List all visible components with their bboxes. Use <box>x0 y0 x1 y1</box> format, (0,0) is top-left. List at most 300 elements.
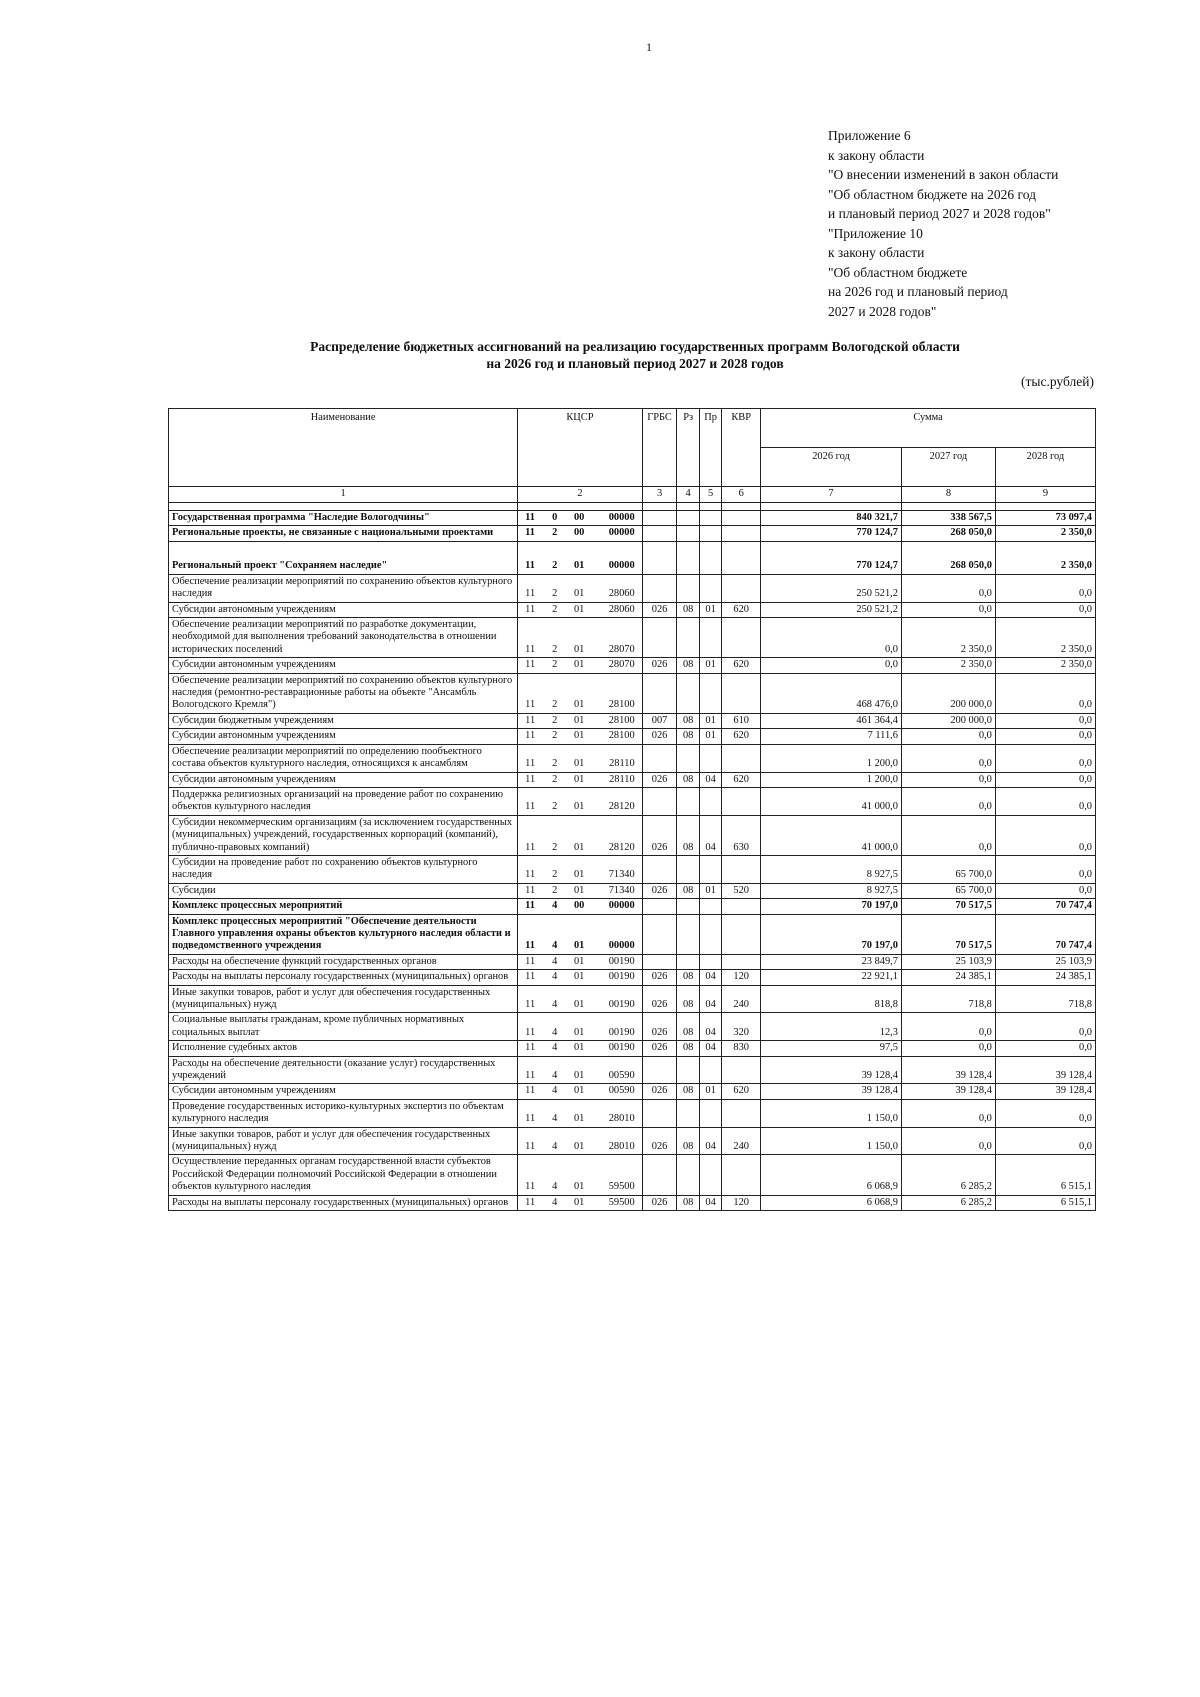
kcsr-element: 01 <box>573 1113 585 1125</box>
row-pr: 04 <box>699 1195 721 1210</box>
row-kcsr <box>518 1195 643 1210</box>
row-pr: 04 <box>699 1041 721 1056</box>
table-row <box>169 883 1096 898</box>
row-kvr: 630 <box>722 815 761 855</box>
row-grbs: 026 <box>642 985 677 1013</box>
row-kvr <box>722 1099 761 1127</box>
row-sum-2028: 70 747,4 <box>995 914 1095 954</box>
kcsr-direction: 00000 <box>608 560 635 572</box>
row-pr: 04 <box>699 772 721 787</box>
row-kvr: 240 <box>722 1127 761 1155</box>
table-row <box>169 511 1096 526</box>
kcsr-program: 11 <box>525 940 535 952</box>
kcsr-element: 01 <box>573 999 585 1010</box>
kcsr-type: 4 <box>552 1113 558 1125</box>
row-name: Расходы на выплаты персоналу государственных (муниципальных) органов <box>169 970 518 985</box>
kcsr-direction: 28110 <box>609 773 635 785</box>
kcsr-element: 01 <box>573 1026 585 1038</box>
row-sum-2027: 0,0 <box>901 1041 995 1056</box>
kcsr-type: 2 <box>552 730 558 742</box>
kcsr-element: 01 <box>573 603 585 615</box>
budget-table <box>168 408 1096 1211</box>
row-sum-2028: 0,0 <box>995 1127 1095 1155</box>
row-sum-2026: 8 927,5 <box>761 883 902 898</box>
row-sum-2027: 0,0 <box>901 574 995 602</box>
header-grbs: ГРБС <box>642 409 677 487</box>
row-name: Субсидии автономным учреждениям <box>169 602 518 617</box>
row-rz <box>677 787 699 815</box>
row-sum-2027: 268 050,0 <box>901 526 995 541</box>
row-grbs <box>642 1155 677 1195</box>
kcsr-type: 2 <box>552 659 558 671</box>
row-grbs <box>642 511 677 526</box>
kcsr-direction: 71340 <box>608 869 635 881</box>
table-row <box>169 1056 1096 1084</box>
row-kcsr <box>518 541 643 574</box>
page-number: 1 <box>646 40 652 54</box>
row-sum-2026: 23 849,7 <box>761 954 902 969</box>
row-rz <box>677 1099 699 1127</box>
row-name: Расходы на обеспечение деятельности (оказание услуг) государственных учреждений <box>169 1056 518 1084</box>
kcsr-direction: 00000 <box>608 527 635 539</box>
table-row <box>169 772 1096 787</box>
row-pr: 04 <box>699 970 721 985</box>
kcsr-type: 2 <box>552 714 558 726</box>
row-kcsr <box>518 772 643 787</box>
row-sum-2028: 718,8 <box>995 985 1095 1013</box>
row-sum-2026: 818,8 <box>761 985 902 1013</box>
row-kcsr <box>518 673 643 713</box>
header-year-2027: 2027 год <box>901 448 995 487</box>
row-name: Поддержка религиозных организаций на проведение работ по сохранению объектов культурного наследия <box>169 787 518 815</box>
row-sum-2026: 39 128,4 <box>761 1056 902 1084</box>
kcsr-direction: 28100 <box>608 714 635 726</box>
kcsr-direction: 71340 <box>608 884 635 896</box>
kcsr-direction: 28100 <box>608 730 635 742</box>
row-kcsr <box>518 713 643 728</box>
row-rz <box>677 541 699 574</box>
row-kcsr <box>518 954 643 969</box>
row-kcsr <box>518 787 643 815</box>
header-kcsr: КЦСР <box>518 409 643 487</box>
row-kcsr <box>518 602 643 617</box>
row-rz: 08 <box>677 1013 699 1041</box>
row-pr: 04 <box>699 985 721 1013</box>
row-kvr <box>722 574 761 602</box>
table-row <box>169 1041 1096 1056</box>
row-grbs <box>642 899 677 914</box>
row-kcsr <box>518 1056 643 1084</box>
row-kcsr <box>518 526 643 541</box>
header-pr: Пр <box>699 409 721 487</box>
row-name: Субсидии автономным учреждениям <box>169 658 518 673</box>
row-grbs <box>642 1056 677 1084</box>
row-sum-2026: 41 000,0 <box>761 787 902 815</box>
row-rz <box>677 511 699 526</box>
row-kcsr <box>518 1099 643 1127</box>
appendix-line: Приложение 6 <box>828 128 911 143</box>
kcsr-direction: 28120 <box>608 801 635 813</box>
kcsr-element: 01 <box>573 1196 585 1208</box>
row-sum-2027: 200 000,0 <box>901 673 995 713</box>
row-name: Субсидии <box>169 883 518 898</box>
row-kvr: 830 <box>722 1041 761 1056</box>
column-number: 6 <box>722 487 761 503</box>
row-grbs <box>642 954 677 969</box>
row-grbs: 026 <box>642 1195 677 1210</box>
appendix-line: к закону области <box>828 245 925 260</box>
row-sum-2028: 0,0 <box>995 744 1095 772</box>
table-row <box>169 787 1096 815</box>
row-pr <box>699 914 721 954</box>
table-row <box>169 574 1096 602</box>
row-rz <box>677 744 699 772</box>
row-sum-2028: 73 097,4 <box>995 511 1095 526</box>
document-title <box>160 338 1110 372</box>
row-kcsr <box>518 511 643 526</box>
row-sum-2028: 0,0 <box>995 815 1095 855</box>
row-pr: 01 <box>699 658 721 673</box>
kcsr-element: 00 <box>573 527 585 539</box>
row-kvr <box>722 1056 761 1084</box>
row-sum-2026: 39 128,4 <box>761 1084 902 1099</box>
kcsr-type: 2 <box>552 560 558 572</box>
kcsr-type: 4 <box>552 1141 558 1153</box>
row-sum-2028: 0,0 <box>995 1013 1095 1041</box>
kcsr-program: 11 <box>525 527 535 539</box>
row-sum-2027: 70 517,5 <box>901 914 995 954</box>
kcsr-element: 00 <box>573 512 585 523</box>
row-kcsr <box>518 1155 643 1195</box>
row-name: Комплекс процессных мероприятий "Обеспечение деятельности Главного управления охраны объектов культурного наследия области и подведомственного учреждения <box>169 914 518 954</box>
kcsr-program: 11 <box>525 1141 536 1153</box>
row-sum-2028: 0,0 <box>995 883 1095 898</box>
row-sum-2026: 840 321,7 <box>761 511 902 526</box>
row-sum-2028: 0,0 <box>995 729 1095 744</box>
row-sum-2028: 70 747,4 <box>995 899 1095 914</box>
row-pr <box>699 787 721 815</box>
kcsr-type: 2 <box>552 603 558 615</box>
row-sum-2027: 718,8 <box>901 985 995 1013</box>
row-sum-2027: 0,0 <box>901 744 995 772</box>
kcsr-direction: 00190 <box>608 971 635 983</box>
header-sum: Сумма <box>761 409 1096 448</box>
row-grbs <box>642 618 677 658</box>
kcsr-element: 01 <box>573 560 585 572</box>
row-pr <box>699 511 721 526</box>
row-name: Обеспечение реализации мероприятий по разработке документации, необходимой для выполнения требований законодательства в отношении исторических поселений <box>169 618 518 658</box>
row-pr <box>699 899 721 914</box>
row-kcsr <box>518 1127 643 1155</box>
row-kvr: 520 <box>722 883 761 898</box>
appendix-line: на 2026 год и плановый период <box>828 284 1008 299</box>
row-rz <box>677 899 699 914</box>
row-sum-2027: 0,0 <box>901 1013 995 1041</box>
kcsr-direction: 28110 <box>609 758 635 770</box>
row-kcsr <box>518 574 643 602</box>
kcsr-element: 01 <box>573 884 585 896</box>
row-rz <box>677 618 699 658</box>
row-pr <box>699 954 721 969</box>
row-sum-2027: 2 350,0 <box>901 618 995 658</box>
column-number: 7 <box>761 487 902 503</box>
row-sum-2027: 6 285,2 <box>901 1195 995 1210</box>
row-sum-2026: 0,0 <box>761 658 902 673</box>
row-kvr <box>722 541 761 574</box>
header-name: Наименование <box>169 409 518 487</box>
row-sum-2026: 1 200,0 <box>761 772 902 787</box>
kcsr-direction: 00190 <box>608 1042 635 1054</box>
kcsr-program: 11 <box>525 999 536 1010</box>
row-sum-2028: 2 350,0 <box>995 541 1095 574</box>
row-rz: 08 <box>677 1195 699 1210</box>
kcsr-element: 01 <box>573 841 585 853</box>
row-kcsr <box>518 899 643 914</box>
kcsr-type: 2 <box>552 801 558 813</box>
column-number: 1 <box>169 487 518 503</box>
row-kcsr <box>518 1084 643 1099</box>
kcsr-element: 01 <box>573 801 585 813</box>
row-name: Обеспечение реализации мероприятий по определению пообъектного состава объектов культурного наследия, относящихся к ансамблям <box>169 744 518 772</box>
document-title-line: Распределение бюджетных ассигнований на реализацию государственных программ Вологодской области <box>310 339 960 354</box>
kcsr-direction: 00190 <box>608 999 635 1010</box>
kcsr-direction: 28100 <box>608 699 635 711</box>
row-sum-2027: 70 517,5 <box>901 899 995 914</box>
row-name: Субсидии автономным учреждениям <box>169 772 518 787</box>
table-row <box>169 1099 1096 1127</box>
kcsr-element: 01 <box>573 971 585 983</box>
row-sum-2028: 2 350,0 <box>995 658 1095 673</box>
row-rz: 08 <box>677 772 699 787</box>
row-rz: 08 <box>677 985 699 1013</box>
kcsr-direction: 28010 <box>608 1141 635 1153</box>
kcsr-direction: 00190 <box>608 955 635 967</box>
units-label: (тыс.рублей) <box>1021 374 1094 389</box>
row-grbs: 026 <box>642 658 677 673</box>
kcsr-program: 11 <box>525 714 536 726</box>
appendix-line: к закону области <box>828 147 925 163</box>
row-pr: 04 <box>699 1013 721 1041</box>
kcsr-program: 11 <box>525 1113 536 1125</box>
row-rz <box>677 1155 699 1195</box>
row-rz <box>677 954 699 969</box>
row-sum-2027: 0,0 <box>901 787 995 815</box>
row-pr <box>699 744 721 772</box>
row-sum-2027: 0,0 <box>901 815 995 855</box>
row-sum-2026: 6 068,9 <box>761 1195 902 1210</box>
row-kcsr <box>518 744 643 772</box>
table-row <box>169 970 1096 985</box>
row-name: Государственная программа "Наследие Вологодчины" <box>169 511 518 526</box>
kcsr-type: 4 <box>552 1181 558 1193</box>
row-grbs: 026 <box>642 970 677 985</box>
kcsr-direction: 00590 <box>608 1085 635 1097</box>
row-sum-2027: 338 567,5 <box>901 511 995 526</box>
row-grbs <box>642 1099 677 1127</box>
row-grbs <box>642 787 677 815</box>
row-sum-2026: 7 111,6 <box>761 729 902 744</box>
kcsr-direction: 00000 <box>608 512 635 523</box>
kcsr-direction: 28120 <box>608 841 635 853</box>
kcsr-program: 11 <box>525 884 536 896</box>
row-rz: 08 <box>677 658 699 673</box>
row-name: Субсидии некоммерческим организациям (за исключением государственных (муниципальных) учреждений, государственных корпораций (компаний), публично-правовых компаний) <box>169 815 518 855</box>
kcsr-program: 11 <box>525 900 535 912</box>
row-name: Региональные проекты, не связанные с национальными проектами <box>169 526 518 541</box>
row-sum-2026: 97,5 <box>761 1041 902 1056</box>
row-pr: 01 <box>699 883 721 898</box>
kcsr-type: 4 <box>552 999 558 1010</box>
row-rz: 08 <box>677 1041 699 1056</box>
kcsr-direction: 59500 <box>608 1181 635 1193</box>
row-sum-2027: 24 385,1 <box>901 970 995 985</box>
row-rz <box>677 526 699 541</box>
row-sum-2026: 1 150,0 <box>761 1099 902 1127</box>
table-row <box>169 954 1096 969</box>
table-row <box>169 658 1096 673</box>
row-pr <box>699 1056 721 1084</box>
row-grbs: 026 <box>642 883 677 898</box>
appendix-line: и плановый период 2027 и 2028 годов" <box>828 206 1051 221</box>
kcsr-type: 2 <box>552 773 558 785</box>
row-name: Региональный проект "Сохраняем наследие" <box>169 541 518 574</box>
kcsr-program: 11 <box>525 603 536 615</box>
row-sum-2026: 1 150,0 <box>761 1127 902 1155</box>
row-name: Субсидии автономным учреждениям <box>169 729 518 744</box>
row-sum-2026: 770 124,7 <box>761 541 902 574</box>
row-sum-2026: 770 124,7 <box>761 526 902 541</box>
row-sum-2027: 65 700,0 <box>901 883 995 898</box>
kcsr-element: 01 <box>573 773 585 785</box>
table-body <box>169 511 1096 1211</box>
row-sum-2026: 6 068,9 <box>761 1155 902 1195</box>
row-pr <box>699 526 721 541</box>
row-grbs <box>642 914 677 954</box>
kcsr-type: 4 <box>552 971 558 983</box>
row-kvr <box>722 618 761 658</box>
row-name: Иные закупки товаров, работ и услуг для обеспечения государственных (муниципальных) нужд <box>169 1127 518 1155</box>
kcsr-type: 2 <box>552 699 558 711</box>
row-sum-2026: 12,3 <box>761 1013 902 1041</box>
kcsr-program: 11 <box>525 955 536 967</box>
column-number: 3 <box>642 487 677 503</box>
kcsr-direction: 59500 <box>608 1196 635 1208</box>
row-sum-2026: 70 197,0 <box>761 899 902 914</box>
row-rz: 08 <box>677 713 699 728</box>
column-number: 4 <box>677 487 699 503</box>
row-sum-2028: 6 515,1 <box>995 1195 1095 1210</box>
kcsr-program: 11 <box>525 841 536 853</box>
kcsr-direction: 00000 <box>608 940 635 952</box>
table-row <box>169 1127 1096 1155</box>
row-sum-2027: 39 128,4 <box>901 1056 995 1084</box>
kcsr-element: 01 <box>573 730 585 742</box>
kcsr-direction: 28070 <box>608 643 635 655</box>
row-grbs <box>642 526 677 541</box>
row-pr <box>699 618 721 658</box>
header-year-2026: 2026 год <box>761 448 902 487</box>
row-kcsr <box>518 618 643 658</box>
row-rz: 08 <box>677 1127 699 1155</box>
row-sum-2026: 250 521,2 <box>761 574 902 602</box>
table-row <box>169 618 1096 658</box>
row-sum-2027: 2 350,0 <box>901 658 995 673</box>
row-pr: 04 <box>699 815 721 855</box>
row-grbs: 026 <box>642 729 677 744</box>
row-kcsr <box>518 883 643 898</box>
row-kcsr <box>518 970 643 985</box>
row-pr <box>699 1099 721 1127</box>
kcsr-element: 01 <box>573 955 585 967</box>
row-sum-2028: 0,0 <box>995 855 1095 883</box>
row-sum-2028: 6 515,1 <box>995 1155 1095 1195</box>
row-sum-2028: 0,0 <box>995 713 1095 728</box>
kcsr-element: 01 <box>573 699 585 711</box>
row-kvr <box>722 954 761 969</box>
row-sum-2027: 0,0 <box>901 1099 995 1127</box>
header-rz: Рз <box>677 409 699 487</box>
document-title-line: на 2026 год и плановый период 2027 и 2028 годов <box>486 356 784 371</box>
table-row <box>169 914 1096 954</box>
row-pr <box>699 855 721 883</box>
kcsr-type: 4 <box>552 1196 558 1208</box>
row-sum-2028: 39 128,4 <box>995 1056 1095 1084</box>
kcsr-element: 01 <box>573 869 585 881</box>
row-kvr: 620 <box>722 772 761 787</box>
row-sum-2027: 200 000,0 <box>901 713 995 728</box>
kcsr-type: 4 <box>552 900 558 912</box>
row-name: Субсидии автономным учреждениям <box>169 1084 518 1099</box>
kcsr-element: 01 <box>573 659 585 671</box>
kcsr-direction: 00190 <box>608 1026 635 1038</box>
row-sum-2026: 468 476,0 <box>761 673 902 713</box>
row-rz <box>677 914 699 954</box>
row-sum-2028: 2 350,0 <box>995 526 1095 541</box>
row-name: Исполнение судебных актов <box>169 1041 518 1056</box>
appendix-line: "Об областном бюджете <box>828 264 968 280</box>
row-kvr <box>722 914 761 954</box>
row-sum-2027: 268 050,0 <box>901 541 995 574</box>
row-pr: 01 <box>699 729 721 744</box>
kcsr-element: 01 <box>573 758 585 770</box>
row-kcsr <box>518 855 643 883</box>
kcsr-program: 11 <box>525 699 536 711</box>
row-kvr <box>722 1155 761 1195</box>
row-kcsr <box>518 815 643 855</box>
row-kvr <box>722 511 761 526</box>
kcsr-type: 2 <box>552 527 558 539</box>
row-name: Социальные выплаты гражданам, кроме публичных нормативных социальных выплат <box>169 1013 518 1041</box>
kcsr-element: 01 <box>573 643 585 655</box>
row-sum-2026: 250 521,2 <box>761 602 902 617</box>
row-grbs: 026 <box>642 1084 677 1099</box>
row-kvr: 620 <box>722 658 761 673</box>
row-name: Обеспечение реализации мероприятий по сохранению объектов культурного наследия (ремонтно-реставрационные работы на объекте "Ансамбль Вологодского Кремля") <box>169 673 518 713</box>
table-row <box>169 985 1096 1013</box>
row-sum-2028: 0,0 <box>995 772 1095 787</box>
table-row <box>169 526 1096 541</box>
row-sum-2028: 2 350,0 <box>995 618 1095 658</box>
column-number: 9 <box>995 487 1095 503</box>
kcsr-element: 01 <box>573 1042 585 1054</box>
row-sum-2028: 25 103,9 <box>995 954 1095 969</box>
row-kvr: 620 <box>722 602 761 617</box>
kcsr-direction: 00590 <box>608 1070 635 1082</box>
kcsr-element: 01 <box>573 1141 585 1153</box>
row-rz <box>677 574 699 602</box>
row-sum-2026: 41 000,0 <box>761 815 902 855</box>
row-sum-2026: 8 927,5 <box>761 855 902 883</box>
